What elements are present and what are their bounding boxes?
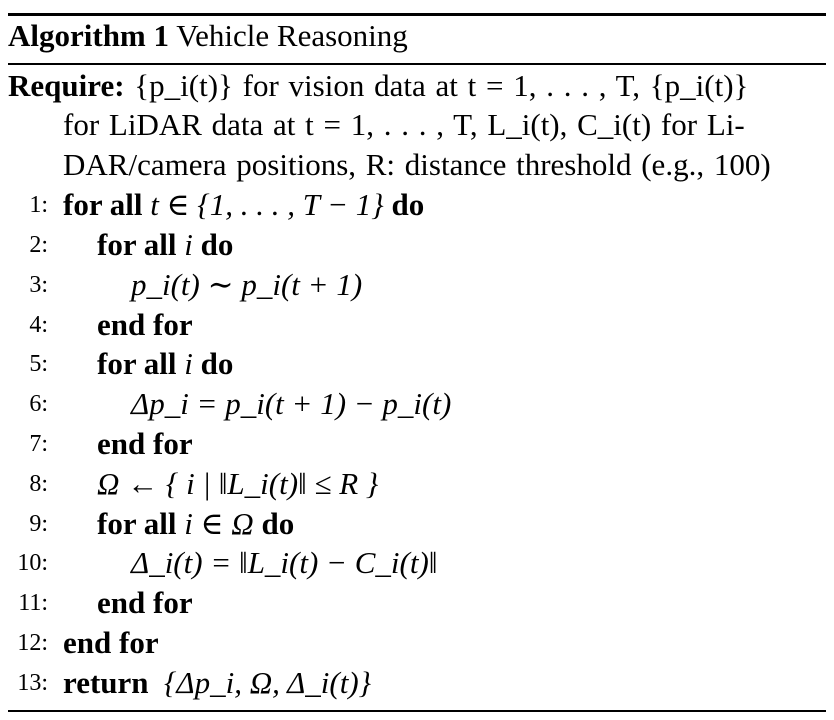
line-number: 13: xyxy=(17,670,48,696)
line-keyword: end for xyxy=(97,307,193,342)
line-suffix: do xyxy=(200,227,234,262)
line-keyword: end for xyxy=(97,426,193,461)
line-code xyxy=(131,544,437,582)
line-code xyxy=(63,186,424,224)
line-keyword: for all xyxy=(63,187,143,222)
line-number: 8: xyxy=(29,471,48,497)
line-number: 2: xyxy=(29,232,48,258)
line-number: 7: xyxy=(29,431,48,457)
line-expression: i xyxy=(184,227,193,262)
line-keyword: for all xyxy=(97,506,177,541)
line-keyword: end for xyxy=(63,625,159,660)
algorithm-label: Algorithm 1 xyxy=(8,18,170,53)
line-code xyxy=(63,664,371,702)
line-code xyxy=(131,266,362,304)
line-expression: p_i(t) ∼ p_i(t + 1) xyxy=(131,267,363,302)
caption-rule xyxy=(8,63,826,65)
line-code xyxy=(97,505,294,543)
line-keyword: return xyxy=(63,665,149,700)
line-expression: t ∈ {1, . . . , T − 1} xyxy=(150,187,384,222)
line-suffix: do xyxy=(261,506,295,541)
line-code xyxy=(97,425,193,463)
line-number: 12: xyxy=(17,630,48,656)
line-expression: Ω ← { i | ‖L_i(t)‖ ≤ R } xyxy=(97,466,379,501)
line-number: 11: xyxy=(18,590,48,616)
line-number: 5: xyxy=(29,351,48,377)
line-keyword: end for xyxy=(97,585,193,620)
line-code xyxy=(97,465,378,503)
line-expression: Δ_i(t) = ‖L_i(t) − C_i(t)‖ xyxy=(131,545,438,580)
line-number: 10: xyxy=(17,550,48,576)
require-text-2: for LiDAR data at t = 1, . . . , T, L_i(t), C_i(t) for Li- xyxy=(63,107,745,142)
require-text-3: DAR/camera positions, R: distance threshold (e.g., 100) xyxy=(63,147,771,182)
line-code xyxy=(131,385,451,423)
line-expression: {Δp_i, Ω, Δ_i(t)} xyxy=(164,665,372,700)
line-suffix: do xyxy=(391,187,425,222)
line-number: 4: xyxy=(29,312,48,338)
line-code xyxy=(97,345,233,383)
line-expression: i xyxy=(184,346,193,381)
line-expression: i ∈ Ω xyxy=(184,506,254,541)
line-code xyxy=(97,584,193,622)
line-expression: Δp_i = p_i(t + 1) − p_i(t) xyxy=(131,386,452,421)
line-number: 6: xyxy=(29,391,48,417)
algorithm-title: Vehicle Reasoning xyxy=(176,18,408,53)
line-code xyxy=(63,624,159,662)
require-label: Require: xyxy=(8,68,125,103)
line-code xyxy=(97,226,233,264)
line-number: 1: xyxy=(29,192,48,218)
line-number: 3: xyxy=(29,272,48,298)
line-keyword: for all xyxy=(97,346,177,381)
line-code xyxy=(97,306,193,344)
line-keyword: for all xyxy=(97,227,177,262)
top-rule xyxy=(8,13,826,16)
bottom-rule xyxy=(8,710,826,712)
require-text-1: {p_i(t)} for vision data at t = 1, . . . , T, {p_i(t)} xyxy=(134,68,749,103)
line-suffix: do xyxy=(200,346,234,381)
require-line-1 xyxy=(8,67,748,105)
require-line-2 xyxy=(63,106,745,144)
line-number: 9: xyxy=(29,511,48,537)
require-line-3 xyxy=(63,146,771,184)
algorithm-caption xyxy=(8,17,408,55)
